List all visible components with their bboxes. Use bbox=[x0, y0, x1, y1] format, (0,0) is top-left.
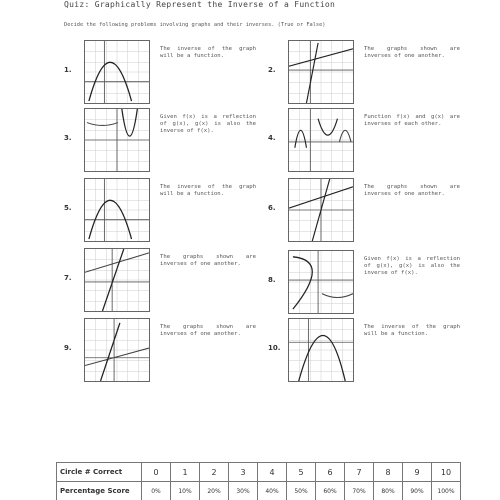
problem-5 bbox=[64, 178, 274, 242]
problem-number: 8. bbox=[268, 276, 276, 284]
problem-2-graph bbox=[288, 40, 354, 104]
problem-1-graph bbox=[84, 40, 150, 104]
score-row-percentage bbox=[57, 482, 461, 500]
correct-cell[interactable]: 4 bbox=[258, 463, 287, 482]
problem-number: 9. bbox=[64, 344, 72, 352]
problem-number: 1. bbox=[64, 66, 72, 74]
percent-cell: 50% bbox=[287, 482, 316, 500]
problem-statement: The graphs shown are inverses of one another. bbox=[364, 46, 460, 59]
problem-statement: The graphs shown are inverses of one another. bbox=[160, 324, 256, 337]
problem-10 bbox=[268, 318, 478, 382]
percent-cell: 60% bbox=[316, 482, 345, 500]
correct-cell[interactable]: 8 bbox=[374, 463, 403, 482]
problem-8 bbox=[268, 250, 478, 314]
problem-statement: The inverse of the graph will be a function. bbox=[364, 324, 460, 337]
problem-number: 2. bbox=[268, 66, 276, 74]
graph-image bbox=[289, 109, 353, 171]
graph-image bbox=[289, 179, 353, 241]
problem-2 bbox=[268, 40, 478, 104]
problem-9-graph bbox=[84, 318, 150, 382]
percent-cell: 80% bbox=[374, 482, 403, 500]
problem-statement: The graphs shown are inverses of one another. bbox=[364, 184, 460, 197]
row-label: Circle # Correct bbox=[57, 463, 142, 482]
problem-7-graph bbox=[84, 248, 150, 312]
row-label: Percentage Score bbox=[57, 482, 142, 500]
problem-statement: The inverse of the graph will be a function. bbox=[160, 184, 256, 197]
percent-cell: 10% bbox=[171, 482, 200, 500]
correct-cell[interactable]: 7 bbox=[345, 463, 374, 482]
quiz-title: Quiz: Graphically Represent the Inverse of a Function bbox=[64, 0, 336, 9]
percent-cell: 100% bbox=[432, 482, 461, 500]
correct-cell[interactable]: 6 bbox=[316, 463, 345, 482]
percent-cell: 30% bbox=[229, 482, 258, 500]
graph-image bbox=[85, 319, 149, 381]
problem-statement: Function f(x) and g(x) are inverses of each other. bbox=[364, 114, 460, 127]
graph-image bbox=[289, 319, 353, 381]
correct-cell[interactable]: 2 bbox=[200, 463, 229, 482]
graph-image bbox=[289, 251, 353, 313]
problem-3-graph bbox=[84, 108, 150, 172]
graph-image bbox=[85, 109, 149, 171]
problem-number: 4. bbox=[268, 134, 276, 142]
problem-8-graph bbox=[288, 250, 354, 314]
problem-1 bbox=[64, 40, 274, 104]
score-row-correct bbox=[57, 463, 461, 482]
problem-4-graph bbox=[288, 108, 354, 172]
problem-number: 7. bbox=[64, 274, 72, 282]
correct-cell[interactable]: 0 bbox=[142, 463, 171, 482]
problem-statement: Given f(x) is a reflection of g(x), g(x) is also the inverse of f(x). bbox=[364, 256, 460, 276]
problem-7 bbox=[64, 248, 274, 312]
correct-cell[interactable]: 5 bbox=[287, 463, 316, 482]
graph-image bbox=[85, 249, 149, 311]
quiz-instructions: Decide the following problems involving graphs and their inverses. (True or False) bbox=[64, 22, 326, 28]
problem-statement: Given f(x) is a reflection of g(x), g(x) is also the inverse of f(x). bbox=[160, 114, 256, 134]
problem-statement: The graphs shown are inverses of one another. bbox=[160, 254, 256, 267]
graph-image bbox=[289, 41, 353, 103]
correct-cell[interactable]: 1 bbox=[171, 463, 200, 482]
problem-number: 5. bbox=[64, 204, 72, 212]
percent-cell: 20% bbox=[200, 482, 229, 500]
problem-5-graph bbox=[84, 178, 150, 242]
problem-4 bbox=[268, 108, 478, 172]
problem-number: 3. bbox=[64, 134, 72, 142]
graph-image bbox=[85, 179, 149, 241]
correct-cell[interactable]: 3 bbox=[229, 463, 258, 482]
score-table bbox=[56, 462, 461, 500]
graph-image bbox=[85, 41, 149, 103]
correct-cell[interactable]: 9 bbox=[403, 463, 432, 482]
percent-cell: 90% bbox=[403, 482, 432, 500]
percent-cell: 70% bbox=[345, 482, 374, 500]
problem-3 bbox=[64, 108, 274, 172]
correct-cell[interactable]: 10 bbox=[432, 463, 461, 482]
problem-10-graph bbox=[288, 318, 354, 382]
percent-cell: 40% bbox=[258, 482, 287, 500]
problem-9 bbox=[64, 318, 274, 382]
problem-number: 6. bbox=[268, 204, 276, 212]
percent-cell: 0% bbox=[142, 482, 171, 500]
problem-6 bbox=[268, 178, 478, 242]
problem-statement: The inverse of the graph will be a function. bbox=[160, 46, 256, 59]
problem-6-graph bbox=[288, 178, 354, 242]
problem-number: 10. bbox=[268, 344, 281, 352]
